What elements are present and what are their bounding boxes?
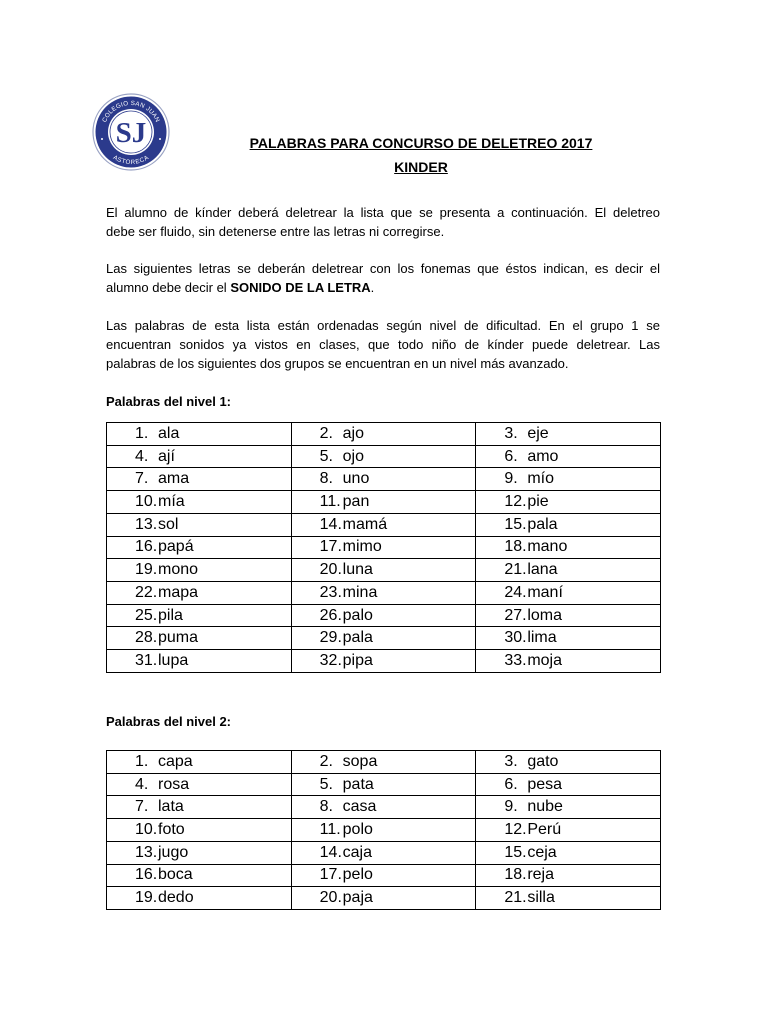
word-cell [291, 559, 476, 582]
word-number: 20. [319, 561, 342, 579]
spelling-word: paja [342, 889, 373, 907]
spelling-word: puma [158, 629, 199, 647]
spelling-word: ají [158, 447, 175, 465]
word-number: 12. [504, 493, 527, 511]
spelling-word: moja [527, 652, 562, 670]
word-cell [291, 604, 476, 627]
table-row [107, 773, 661, 796]
word-cell [476, 796, 661, 819]
word-number: 14. [319, 515, 342, 533]
word-number: 22. [135, 583, 158, 601]
word-cell [107, 819, 292, 842]
word-cell [291, 627, 476, 650]
word-cell [476, 604, 661, 627]
word-cell [476, 627, 661, 650]
spelling-word: dedo [158, 889, 194, 907]
word-cell [107, 627, 292, 650]
word-number: 13. [135, 843, 158, 861]
word-number: 2. [319, 424, 333, 442]
word-cell [476, 513, 661, 536]
spelling-word: pie [527, 493, 549, 511]
word-number: 13. [135, 515, 158, 533]
spelling-word: casa [342, 798, 377, 816]
word-cell [476, 819, 661, 842]
logo-separator-dot [159, 138, 161, 140]
table-row [107, 559, 661, 582]
word-cell [476, 841, 661, 864]
spelling-word: mío [527, 470, 554, 488]
word-cell [476, 559, 661, 582]
word-cell [107, 841, 292, 864]
word-cell [107, 536, 292, 559]
word-cell [291, 468, 476, 491]
word-number: 18. [504, 538, 527, 556]
spelling-word: lima [527, 629, 557, 647]
spelling-word: mono [158, 561, 199, 579]
word-number: 11. [319, 820, 341, 838]
spelling-word: nube [527, 798, 563, 816]
word-cell [291, 751, 476, 774]
word-number: 4. [135, 775, 149, 793]
word-number: 31. [135, 652, 158, 670]
table-row [107, 582, 661, 605]
word-number: 16. [135, 866, 158, 884]
spelling-word: loma [527, 606, 562, 624]
intro-paragraph-1 [106, 203, 660, 241]
table-row [107, 650, 661, 673]
spelling-word: ojo [342, 447, 365, 465]
word-number: 21. [504, 561, 527, 579]
word-number: 6. [504, 775, 518, 793]
word-number: 12. [504, 820, 527, 838]
level-2-heading: Palabras del nivel 2: [106, 714, 232, 729]
paragraph-text: . [370, 280, 375, 295]
word-cell [107, 864, 292, 887]
spelling-word: capa [158, 752, 193, 770]
spelling-word: lana [527, 561, 558, 579]
word-cell [107, 491, 292, 514]
word-cell [291, 491, 476, 514]
table-row [107, 604, 661, 627]
word-cell [476, 582, 661, 605]
word-number: 2. [319, 752, 333, 770]
word-number: 1. [135, 424, 149, 442]
word-cell [476, 445, 661, 468]
word-cell [476, 887, 661, 910]
word-cell [291, 582, 476, 605]
table-row [107, 468, 661, 491]
level-1-word-table [106, 422, 661, 673]
word-cell [291, 513, 476, 536]
spelling-word: mano [527, 538, 568, 556]
table-row [107, 513, 661, 536]
spelling-word: mapa [158, 583, 199, 601]
spelling-word: sopa [342, 752, 378, 770]
spelling-word: pata [342, 775, 374, 793]
logo-monogram: SJ [115, 117, 147, 149]
spelling-word: caja [342, 843, 373, 861]
word-number: 5. [319, 447, 333, 465]
word-number: 3. [504, 752, 518, 770]
spelling-word: eje [527, 424, 549, 442]
word-number: 27. [504, 606, 527, 624]
word-number: 25. [135, 606, 158, 624]
word-number: 7. [135, 798, 149, 816]
paragraph-line: Las palabras de esta lista están ordenadas según nivel de dificultad. En el grupo 1 se [106, 318, 660, 333]
word-cell [476, 864, 661, 887]
word-number: 16. [135, 538, 158, 556]
spelling-word: ceja [527, 843, 557, 861]
word-cell [107, 650, 292, 673]
word-number: 8. [319, 470, 333, 488]
word-cell [107, 751, 292, 774]
spelling-word: ama [158, 470, 190, 488]
spelling-word: mimo [342, 538, 382, 556]
word-cell [107, 887, 292, 910]
spelling-word: pila [158, 606, 183, 624]
word-cell [476, 773, 661, 796]
spelling-word: papá [158, 538, 194, 556]
spelling-word: Perú [527, 820, 562, 838]
emphasis-text: SONIDO DE LA LETRA [230, 280, 371, 295]
table-row [107, 536, 661, 559]
word-cell [476, 536, 661, 559]
table-row [107, 864, 661, 887]
spelling-word: uno [342, 470, 370, 488]
spelling-word: pan [342, 493, 370, 511]
word-cell [107, 559, 292, 582]
word-number: 18. [504, 866, 527, 884]
spelling-word: lata [158, 798, 184, 816]
intro-paragraph-2 [106, 259, 660, 297]
spelling-word: reja [527, 866, 554, 884]
table-row [107, 627, 661, 650]
spelling-word: pala [527, 515, 558, 533]
word-number: 9. [504, 470, 518, 488]
document-subtitle: KINDER [394, 159, 448, 175]
word-cell [107, 773, 292, 796]
word-cell [107, 468, 292, 491]
word-cell [291, 650, 476, 673]
word-number: 26. [319, 606, 342, 624]
intro-paragraph-3 [106, 316, 660, 373]
word-number: 6. [504, 447, 518, 465]
table-row [107, 445, 661, 468]
word-cell [107, 796, 292, 819]
word-cell [107, 423, 292, 446]
table-row [107, 491, 661, 514]
spelling-word: gato [527, 752, 559, 770]
word-cell [476, 491, 661, 514]
word-cell [107, 445, 292, 468]
table-row [107, 841, 661, 864]
level-2-word-table [106, 750, 661, 910]
word-number: 29. [319, 629, 342, 647]
word-cell [107, 513, 292, 536]
word-number: 15. [504, 515, 527, 533]
word-number: 1. [135, 752, 149, 770]
table-row [107, 423, 661, 446]
word-number: 7. [135, 470, 149, 488]
word-number: 33. [504, 652, 527, 670]
word-cell [291, 841, 476, 864]
word-cell [476, 650, 661, 673]
word-number: 20. [319, 889, 342, 907]
spelling-word: polo [342, 820, 373, 838]
word-number: 23. [319, 583, 342, 601]
word-number: 11. [319, 493, 341, 511]
word-cell [291, 445, 476, 468]
paragraph-text: alumno debe decir el [106, 280, 231, 295]
word-number: 32. [319, 652, 342, 670]
logo-top-text: COLEGIO SAN JUAN [101, 99, 161, 124]
spelling-word: rosa [158, 775, 190, 793]
word-number: 5. [319, 775, 333, 793]
word-cell [476, 751, 661, 774]
table-row [107, 796, 661, 819]
spelling-word: maní [527, 583, 563, 601]
spelling-word: pala [342, 629, 373, 647]
word-cell [291, 819, 476, 842]
level-1-heading: Palabras del nivel 1: [106, 394, 232, 409]
word-number: 28. [135, 629, 158, 647]
word-number: 19. [135, 889, 158, 907]
word-number: 19. [135, 561, 158, 579]
word-cell [476, 468, 661, 491]
word-cell [107, 604, 292, 627]
logo-separator-dot [101, 138, 103, 140]
word-number: 10. [135, 820, 158, 838]
word-number: 8. [319, 798, 333, 816]
spelling-word: palo [342, 606, 373, 624]
paragraph-line: Las siguientes letras se deberán deletrear con los fonemas que éstos indican, es decir el [106, 261, 660, 276]
word-cell [291, 887, 476, 910]
spelling-word: luna [342, 561, 373, 579]
word-cell [291, 864, 476, 887]
paragraph-line: palabras de los siguientes dos grupos se encuentran en un nivel más avanzado. [106, 356, 569, 371]
spelling-word: sol [158, 515, 179, 533]
word-number: 9. [504, 798, 518, 816]
paragraph-line: debe ser fluido, sin detenerse entre las letras ni corregirse. [106, 224, 445, 239]
spelling-word: mamá [342, 515, 388, 533]
table-row [107, 819, 661, 842]
table-row [107, 751, 661, 774]
word-number: 3. [504, 424, 518, 442]
spelling-word: mía [158, 493, 185, 511]
spelling-word: ala [158, 424, 180, 442]
spelling-word: pesa [527, 775, 563, 793]
word-cell [291, 796, 476, 819]
table-row [107, 887, 661, 910]
word-number: 4. [135, 447, 149, 465]
spelling-word: amo [527, 447, 559, 465]
spelling-word: mina [342, 583, 378, 601]
document-title: PALABRAS PARA CONCURSO DE DELETREO 2017 [249, 135, 593, 151]
word-number: 17. [319, 866, 342, 884]
paragraph-line: El alumno de kínder deberá deletrear la lista que se presenta a continuación. El deletreo [106, 205, 660, 220]
word-number: 10. [135, 493, 158, 511]
paragraph-line [106, 278, 660, 297]
word-number: 24. [504, 583, 527, 601]
spelling-word: ajo [342, 424, 365, 442]
spelling-word: pipa [342, 652, 373, 670]
word-cell [291, 536, 476, 559]
spelling-word: silla [527, 889, 555, 907]
word-number: 17. [319, 538, 342, 556]
spelling-word: lupa [158, 652, 189, 670]
spelling-word: boca [158, 866, 193, 884]
spelling-word: jugo [158, 843, 189, 861]
school-logo [92, 93, 170, 171]
word-cell [476, 423, 661, 446]
logo-bottom-text: ASTORECA [111, 154, 151, 167]
word-number: 21. [504, 889, 527, 907]
word-number: 30. [504, 629, 527, 647]
spelling-word: foto [158, 820, 185, 838]
word-cell [291, 773, 476, 796]
word-cell [291, 423, 476, 446]
word-number: 15. [504, 843, 527, 861]
word-number: 14. [319, 843, 342, 861]
paragraph-line: encuentran sonidos ya vistos en clases, que todo niño de kínder puede deletrear. Las [106, 337, 660, 352]
word-cell [107, 582, 292, 605]
spelling-word: pelo [342, 866, 373, 884]
